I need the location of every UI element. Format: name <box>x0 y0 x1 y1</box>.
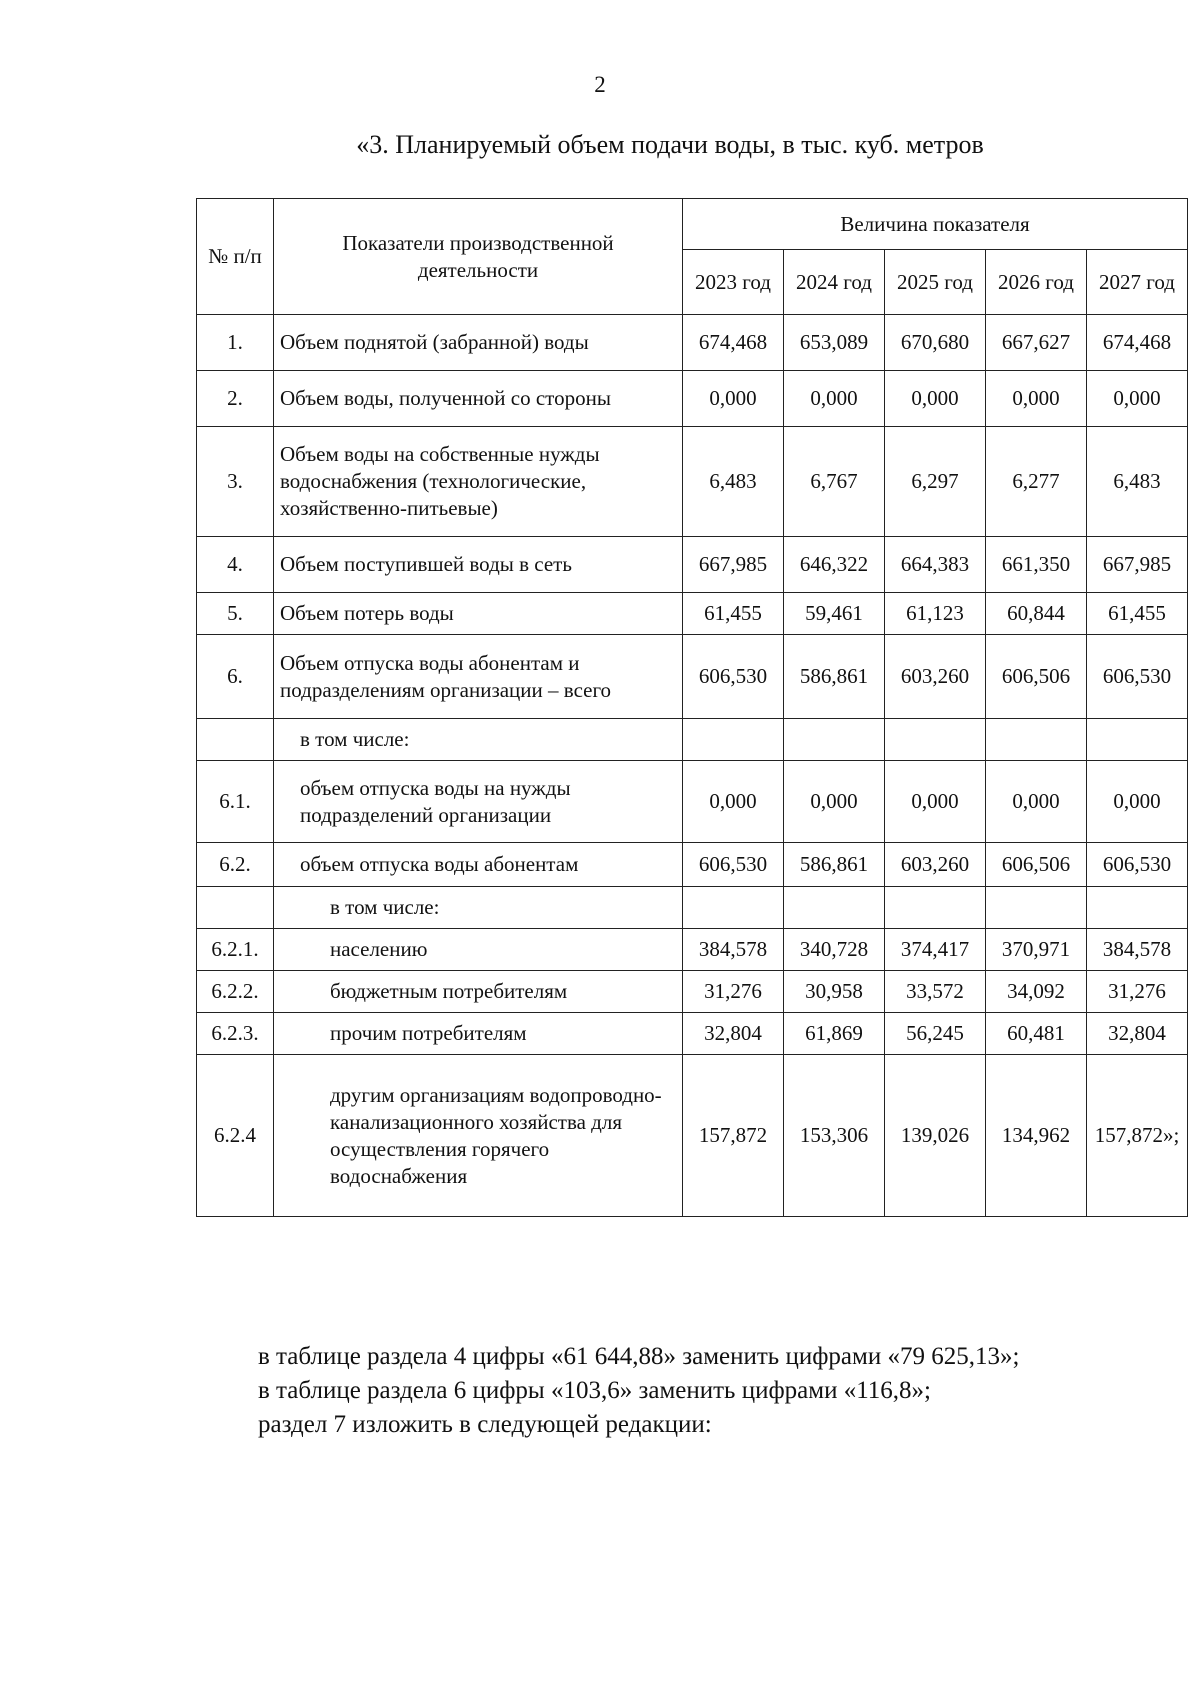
row-value: 384,578 <box>1087 929 1188 971</box>
row-value: 59,461 <box>784 593 885 635</box>
row-value: 157,872 <box>683 1055 784 1217</box>
row-value: 653,089 <box>784 315 885 371</box>
row-indicator: бюджетным потребителям <box>274 971 683 1013</box>
row-value: 586,861 <box>784 635 885 719</box>
row-value: 674,468 <box>683 315 784 371</box>
row-value: 6,483 <box>683 427 784 537</box>
row-value: 60,844 <box>986 593 1087 635</box>
row-value: 586,861 <box>784 843 885 887</box>
row-indicator: в том числе: <box>274 719 683 761</box>
row-value: 0,000 <box>986 761 1087 843</box>
table-header <box>197 199 1188 315</box>
row-number <box>197 887 274 929</box>
row-number: 6.2. <box>197 843 274 887</box>
row-indicator: объем отпуска воды абонентам <box>274 843 683 887</box>
header-year: 2026 год <box>986 250 1087 315</box>
row-value: 0,000 <box>885 371 986 427</box>
row-value: 661,350 <box>986 537 1087 593</box>
row-value: 603,260 <box>885 843 986 887</box>
row-indicator: в том числе: <box>274 887 683 929</box>
row-indicator: Объем поднятой (забранной) воды <box>274 315 683 371</box>
row-value: 674,468 <box>1087 315 1188 371</box>
row-value: 606,530 <box>683 843 784 887</box>
row-value <box>986 719 1087 761</box>
row-number: 4. <box>197 537 274 593</box>
row-value: 6,297 <box>885 427 986 537</box>
row-value: 61,123 <box>885 593 986 635</box>
table-row <box>197 719 1188 761</box>
row-number: 6.2.1. <box>197 929 274 971</box>
header-value-group: Величина показателя <box>683 199 1188 250</box>
row-value <box>1087 719 1188 761</box>
row-indicator: прочим потребителям <box>274 1013 683 1055</box>
row-value: 0,000 <box>784 371 885 427</box>
table-row <box>197 371 1188 427</box>
row-indicator: Объем воды, полученной со стороны <box>274 371 683 427</box>
row-number: 6. <box>197 635 274 719</box>
row-number: 6.2.4 <box>197 1055 274 1217</box>
footer-line: в таблице раздела 6 цифры «103,6» заменить цифрами «116,8»; <box>258 1377 931 1404</box>
row-value: 61,455 <box>1087 593 1188 635</box>
footer-line: раздел 7 изложить в следующей редакции: <box>258 1411 712 1438</box>
row-value <box>1087 887 1188 929</box>
table-row <box>197 635 1188 719</box>
row-value: 34,092 <box>986 971 1087 1013</box>
row-value <box>784 887 885 929</box>
row-value: 606,530 <box>1087 843 1188 887</box>
row-value: 606,530 <box>1087 635 1188 719</box>
row-value: 646,322 <box>784 537 885 593</box>
table-body <box>197 315 1188 1217</box>
row-value: 384,578 <box>683 929 784 971</box>
row-value: 139,026 <box>885 1055 986 1217</box>
table-row <box>197 1013 1188 1055</box>
row-value: 134,962 <box>986 1055 1087 1217</box>
row-indicator: Объем воды на собственные нужды водоснабжения (технологические, хозяйственно-питьевые) <box>274 427 683 537</box>
row-value: 32,804 <box>683 1013 784 1055</box>
row-number: 6.2.2. <box>197 971 274 1013</box>
row-value: 603,260 <box>885 635 986 719</box>
row-indicator: Объем поступившей воды в сеть <box>274 537 683 593</box>
row-value: 0,000 <box>1087 371 1188 427</box>
row-number <box>197 719 274 761</box>
row-value: 61,869 <box>784 1013 885 1055</box>
row-value: 0,000 <box>784 761 885 843</box>
row-value: 667,627 <box>986 315 1087 371</box>
row-value: 0,000 <box>683 371 784 427</box>
row-indicator: населению <box>274 929 683 971</box>
row-value: 32,804 <box>1087 1013 1188 1055</box>
row-indicator: другим организациям водопроводно-канализационного хозяйства для осуществления горячего водоснабжения <box>274 1055 683 1217</box>
row-value: 60,481 <box>986 1013 1087 1055</box>
row-value: 606,530 <box>683 635 784 719</box>
row-value: 153,306 <box>784 1055 885 1217</box>
row-value: 664,383 <box>885 537 986 593</box>
row-value: 606,506 <box>986 635 1087 719</box>
row-indicator: Объем потерь воды <box>274 593 683 635</box>
header-num: № п/п <box>197 199 274 315</box>
row-value: 0,000 <box>986 371 1087 427</box>
row-value: 667,985 <box>683 537 784 593</box>
row-number: 1. <box>197 315 274 371</box>
row-value <box>885 887 986 929</box>
row-indicator: Объем отпуска воды абонентам и подразделениям организации – всего <box>274 635 683 719</box>
header-year: 2023 год <box>683 250 784 315</box>
row-value: 61,455 <box>683 593 784 635</box>
row-number: 2. <box>197 371 274 427</box>
row-value: 56,245 <box>885 1013 986 1055</box>
row-number: 6.2.3. <box>197 1013 274 1055</box>
table-row <box>197 315 1188 371</box>
footer-line: в таблице раздела 4 цифры «61 644,88» заменить цифрами «79 625,13»; <box>258 1343 1020 1370</box>
row-value: 370,971 <box>986 929 1087 971</box>
header-year: 2024 год <box>784 250 885 315</box>
row-value <box>784 719 885 761</box>
table-row <box>197 593 1188 635</box>
table-row <box>197 761 1188 843</box>
header-year: 2027 год <box>1087 250 1188 315</box>
table-row <box>197 427 1188 537</box>
table-row <box>197 887 1188 929</box>
water-supply-table <box>196 198 1188 1217</box>
row-number: 3. <box>197 427 274 537</box>
row-value: 30,958 <box>784 971 885 1013</box>
row-value: 6,767 <box>784 427 885 537</box>
row-indicator: объем отпуска воды на нужды подразделений организации <box>274 761 683 843</box>
row-value: 31,276 <box>1087 971 1188 1013</box>
row-value: 606,506 <box>986 843 1087 887</box>
row-value: 340,728 <box>784 929 885 971</box>
row-value <box>683 887 784 929</box>
header-indicators: Показатели производственной деятельности <box>274 199 683 315</box>
footer-text <box>258 1340 1138 1442</box>
row-value: 670,680 <box>885 315 986 371</box>
row-value: 0,000 <box>1087 761 1188 843</box>
row-number: 6.1. <box>197 761 274 843</box>
row-value: 31,276 <box>683 971 784 1013</box>
table-row <box>197 971 1188 1013</box>
row-value: 157,872»; <box>1087 1055 1188 1217</box>
section-title: «3. Планируемый объем подачи воды, в тыс. куб. метров <box>356 130 984 159</box>
row-value: 0,000 <box>683 761 784 843</box>
row-number: 5. <box>197 593 274 635</box>
row-value <box>885 719 986 761</box>
row-value: 6,277 <box>986 427 1087 537</box>
header-year: 2025 год <box>885 250 986 315</box>
page-number: 2 <box>594 72 606 97</box>
table-row <box>197 929 1188 971</box>
row-value <box>986 887 1087 929</box>
row-value: 374,417 <box>885 929 986 971</box>
table-row <box>197 843 1188 887</box>
row-value: 667,985 <box>1087 537 1188 593</box>
table-row <box>197 537 1188 593</box>
row-value: 0,000 <box>885 761 986 843</box>
row-value: 6,483 <box>1087 427 1188 537</box>
row-value: 33,572 <box>885 971 986 1013</box>
row-value <box>683 719 784 761</box>
table-row <box>197 1055 1188 1217</box>
